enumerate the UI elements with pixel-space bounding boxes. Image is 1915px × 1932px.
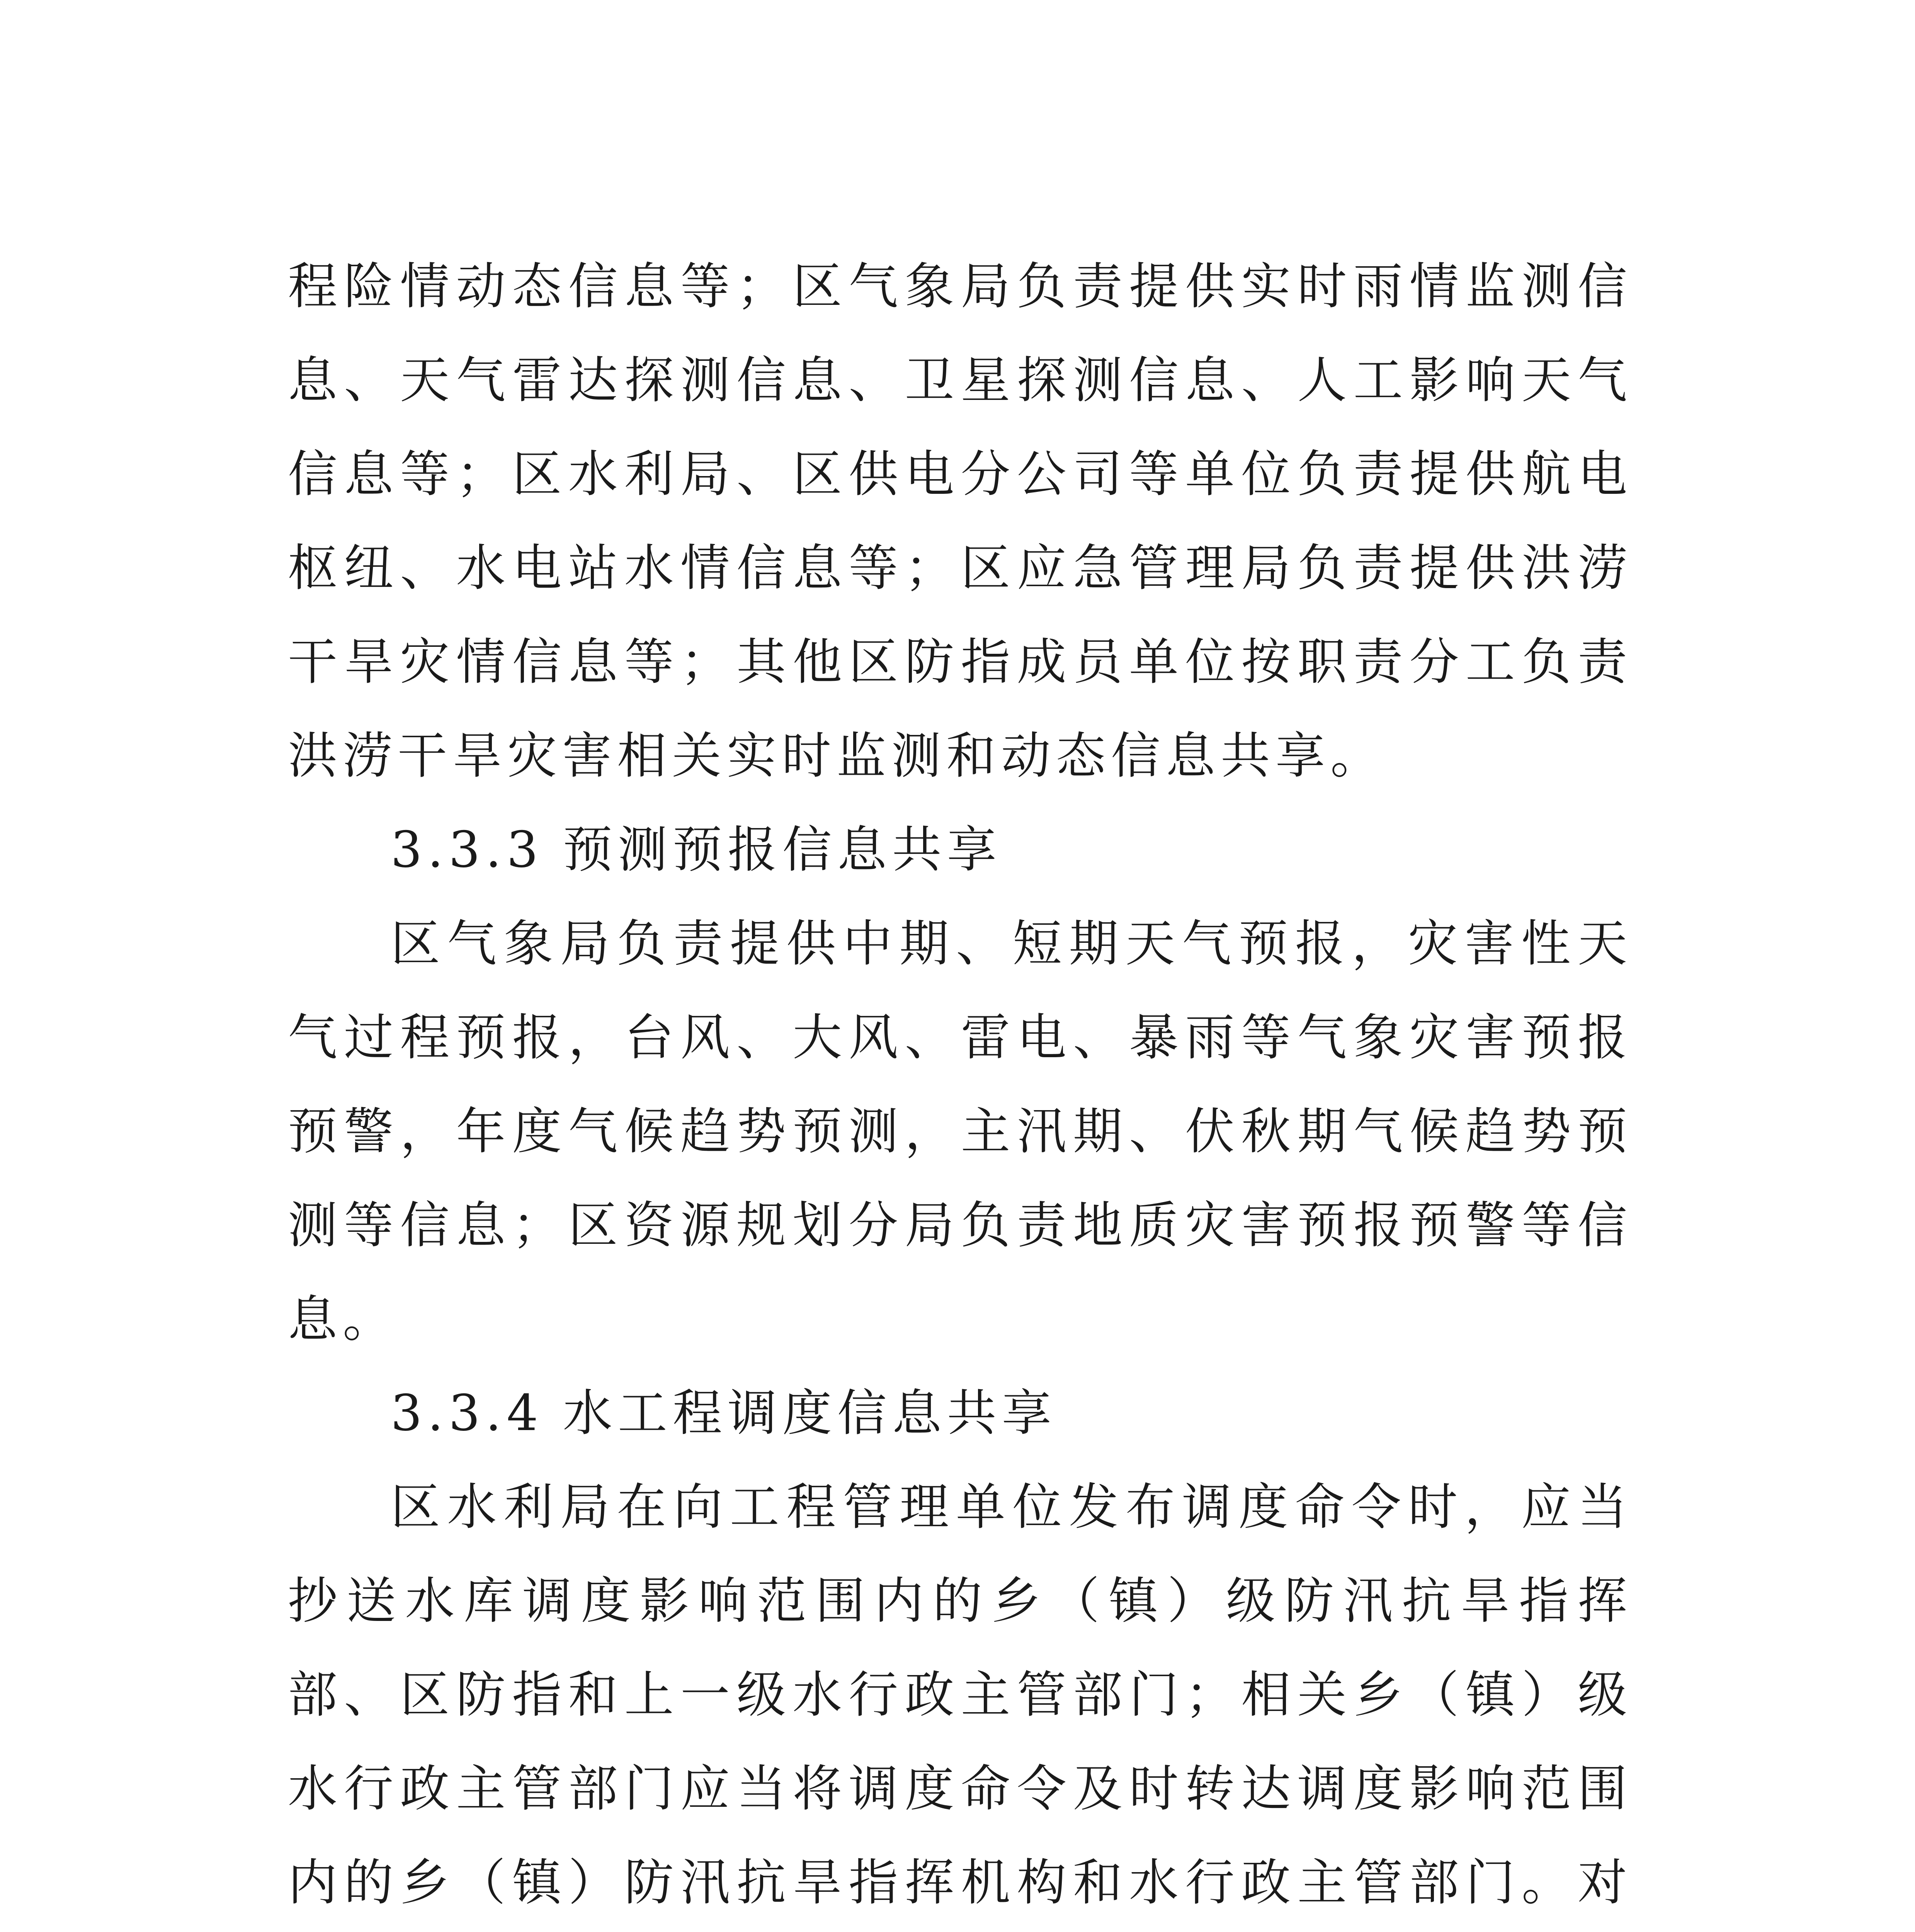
section-body-3-3-4: 区水利局在向工程管理单位发布调度命令时，应当抄送水库调度影响范围内的乡（镇）级防汛抗旱指挥部、区防指和上一级水行政主管部门；相关乡（镇）级水行政主管部门应当将调度命令及时转达调度影响范围内的乡（镇）防汛抗旱指挥机构和水行政主管部门。对 — [288, 1478, 1633, 1912]
section-heading-3-3-3 — [288, 803, 1633, 897]
section-number: 3.3.4 — [391, 1384, 544, 1442]
section-title: 预测预报信息共享 — [563, 821, 1002, 879]
section-number: 3.3.3 — [391, 821, 544, 879]
document-body — [288, 240, 1633, 1932]
paragraph-continued: 程险情动态信息等；区气象局负责提供实时雨情监测信息、天气雷达探测信息、卫星探测信息、人工影响天气信息等；区水利局、区供电分公司等单位负责提供航电枢纽、水电站水情信息等；区应急管理局负责提供洪涝干旱灾情信息等；其他区防指成员单位按职责分工负责洪涝干旱灾害相关实时监测和动态信息共享。 — [288, 258, 1633, 785]
section-heading-3-3-4 — [288, 1366, 1633, 1460]
section-body-3-3-3: 区气象局负责提供中期、短期天气预报，灾害性天气过程预报，台风、大风、雷电、暴雨等气象灾害预报预警，年度气候趋势预测，主汛期、伏秋期气候趋势预测等信息；区资源规划分局负责地质灾害预报预警等信息。 — [288, 915, 1633, 1348]
section-title: 水工程调度信息共享 — [563, 1384, 1057, 1442]
